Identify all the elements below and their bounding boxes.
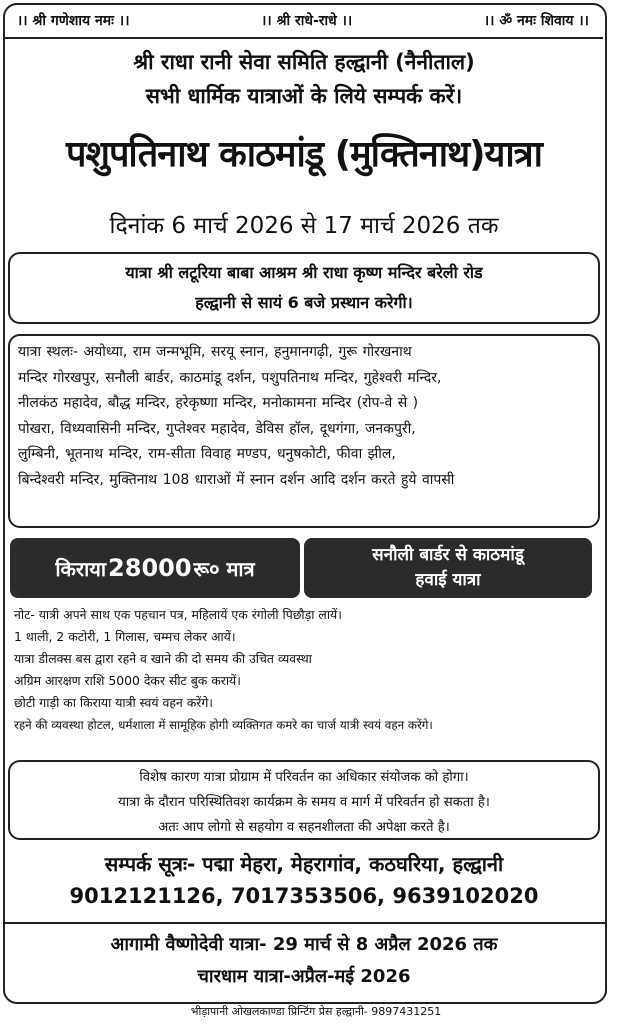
fare-amount: 28000 (108, 554, 192, 582)
contact-line: सम्पर्क सूत्रः- पद्मा मेहरा, मेहरागांव, कठघरिया, हल्द्वानी (104, 852, 504, 876)
invocation-ganesh: ।। श्री गणेशाय नमः ।। (17, 12, 130, 29)
note-line-1: नोट- यात्री अपने साथ एक पहचान पत्र, महिलायें एक रंगोली पिछौड़ा लायें। (14, 607, 342, 622)
places-line-3: नीलकंठ महादेव, बौद्ध मन्दिर, हरेकृष्णा मन्दिर, मनोकामना मन्दिर (रोप-वे से ) (18, 395, 419, 411)
air-travel-line-2: हवाई यात्रा (415, 570, 481, 590)
contact-call: सभी धार्मिक यात्राओं के लिये सम्पर्क करें। (145, 84, 463, 108)
notes-section (14, 604, 600, 736)
places-line-4: पोखरा, विध्यवासिनी मन्दिर, गुप्तेश्वर महादेव, डेविस हॉल, दूधगंगा, जनकपुरी, (18, 420, 416, 437)
yatra-title: पशुपतिनाथ काठमांडू (मुक्तिनाथ)यात्रा (66, 134, 542, 175)
printer-credit: भीड़ापानी ओखलकाण्डा प्रिन्टिंग प्रेस हल्द्वानी- 9897431251 (190, 1005, 442, 1018)
special-notice-box (8, 760, 600, 840)
fare-suffix: रू० मात्र (193, 556, 255, 581)
organizer-name: श्री राधा रानी सेवा समिति हल्द्वानी (नैनीताल) (133, 50, 475, 74)
divider (3, 922, 605, 924)
places-line-1: यात्रा स्थलः- अयोध्या, राम जन्मभूमि, सरयू स्नान, हनुमानगढ़ी, गुरू गोरखनाथ (18, 344, 412, 360)
special-line-1: विशेष कारण यात्रा प्रोग्राम में परिवर्तन का अधिकार संयोजक को होगा। (139, 770, 469, 785)
yatra-dates: दिनांक 6 मार्च 2026 से 17 मार्च 2026 तक (109, 213, 499, 239)
upcoming-line-2: चारधाम यात्रा-अप्रैल-मई 2026 (197, 966, 411, 987)
contact-phones: 9012121126, 7017353506, 9639102020 (69, 884, 539, 908)
fare-prefix: किराया (55, 556, 107, 581)
places-box (8, 334, 600, 528)
places-line-5: लुम्बिनी, भूतनाथ मन्दिर, राम-सीता विवाह मण्डप, धनुषकोटी, फीवा झील, (18, 446, 396, 462)
upcoming-line-1: आगामी वैष्णोदेवी यात्रा- 29 मार्च से 8 अप्रैल 2026 तक (110, 934, 498, 955)
note-line-2: 1 थाली, 2 कटोरी, 1 गिलास, चम्मच लेकर आयें। (14, 629, 236, 644)
places-line-2: मन्दिर गोरखपुर, सनौली बार्डर, काठमांडू दर्शन, पशुपतिनाथ मन्दिर, गुहेश्वरी मन्दिर, (18, 369, 442, 386)
invocation-shiv: ।। ॐ नमः शिवाय ।। (483, 12, 589, 29)
departure-line-1: यात्रा श्री लटूरिया बाबा आश्रम श्री राधा कृष्ण मन्दिर बरेली रोड (125, 263, 483, 282)
places-line-6: बिन्देश्वरी मन्दिर, मुक्तिनाथ 108 धाराओं में स्नान दर्शन आदि दर्शन करते हुये वापसी (18, 471, 455, 488)
departure-line-2: हल्द्वानी से सायं 6 बजे प्रस्थान करेगी। (195, 293, 413, 312)
invocation-bar (3, 3, 603, 39)
air-travel-line-1: सनौली बार्डर से काठमांडू (372, 545, 524, 565)
fare-badge (10, 538, 300, 598)
note-line-5: छोटी गाड़ी का किराया यात्री स्वयं वहन करेंगे। (14, 695, 214, 710)
special-line-3: अतः आप लोगो से सहयोग व सहनशीलता की अपेक्षा करते है। (158, 820, 450, 835)
note-line-3: यात्रा डीलक्स बस द्वारा रहने व खाने की दो समय की उचित व्यवस्था (14, 651, 312, 666)
departure-box (8, 252, 600, 324)
note-line-6: रहने की व्यवस्था होटल, धर्मशाला में सामूहिक होगी व्यक्तिगत कमरे का चार्ज यात्री स्वयं वहन करेंगे। (14, 718, 433, 732)
note-line-4: अग्रिम आरक्षण राशि 5000 देकर सीट बुक करायें। (14, 673, 241, 688)
invocation-radhe: ।। श्री राधे-राधे ।। (261, 12, 353, 29)
air-travel-badge (304, 538, 592, 598)
special-line-2: यात्रा के दौरान परिस्थितिवश कार्यक्रम के समय व मार्ग में परिवर्तन हो सकता है। (118, 795, 490, 810)
